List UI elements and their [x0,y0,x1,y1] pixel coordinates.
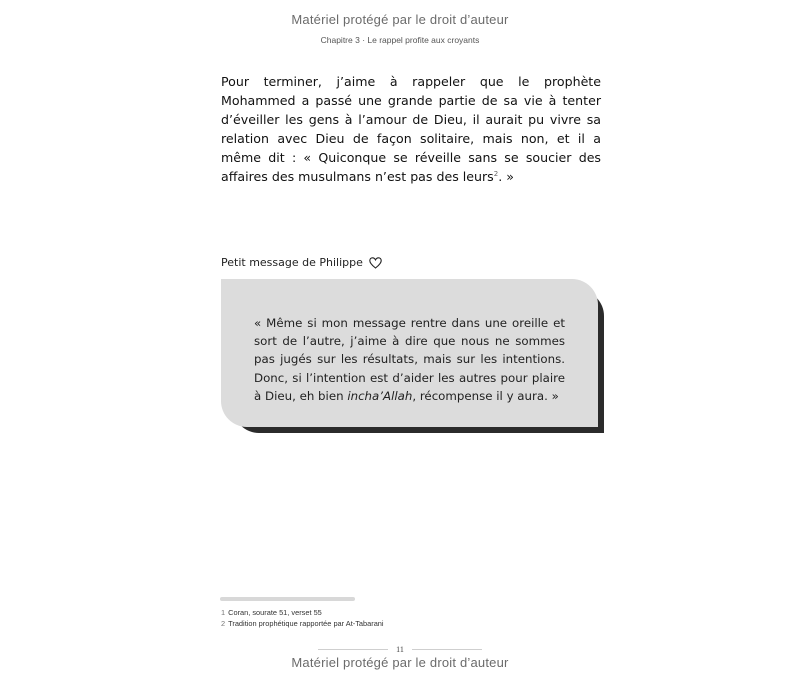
footnotes [221,607,521,629]
running-head: Chapitre 3 · Le rappel profite aux croyants [320,35,480,45]
message-heading [221,256,382,269]
footnote-text: Tradition prophétique rapportée par At-Tabarani [228,619,384,628]
bottom-watermark: Matériel protégé par le droit d’auteur [291,655,509,670]
page-footer [0,645,800,654]
message-quote-ending: , récompense il y aura. » [412,388,559,403]
message-quote-text: « Même si mon message rentre dans une oreille et sort de l’autre, j’aime à dire que nous ne sommes pas jugés sur les résultats, mais sur les intentions. Donc, si l’intention est d’aider les autres pour plaire à Dieu, eh bien [254,316,565,403]
message-quote-emphasis: incha’Allah [347,388,413,403]
page-number-rule-left [318,649,388,650]
footnote-marker: 1 [221,608,226,617]
footnote-divider [220,597,355,601]
top-watermark: Matériel protégé par le droit d’auteur [291,12,509,27]
body-paragraph-closing: . » [498,169,514,184]
body-paragraph [221,72,601,186]
page-number-rule-right [412,649,482,650]
heart-icon [369,257,382,269]
footnote-marker: 2 [221,619,226,628]
footnote-item [221,607,521,618]
footnote-reference[interactable]: 2 [493,169,499,178]
message-quote [254,314,565,405]
body-paragraph-text: Pour terminer, j’aime à rappeler que le prophète Mohammed a passé une grande partie de sa vie à tenter d’éveiller les gens à l’amour de Dieu, il aurait pu vivre sa relation avec Dieu de façon solitaire, mais non, et il a même dit : « Quiconque se réveille sans se soucier des affaires des musulmans n’est pas des leurs [221,74,601,184]
footnote-item [221,618,521,629]
page-number: 11 [396,645,404,654]
message-heading-label: Petit message de Philippe [221,256,363,269]
footnote-text: Coran, sourate 51, verset 55 [228,608,322,617]
